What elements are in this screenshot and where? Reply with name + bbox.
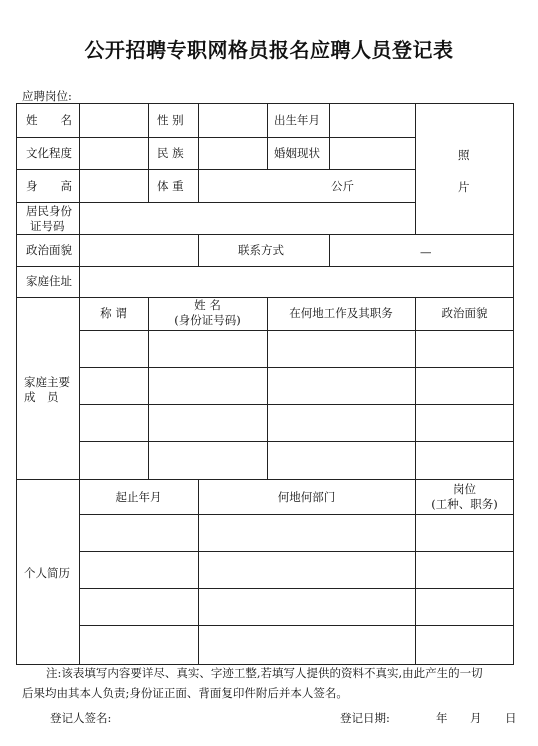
family-col-id: (身份证号码)	[174, 313, 241, 327]
marital-label: 婚姻现状	[274, 146, 320, 160]
family-section-label-line2: 成 员	[24, 390, 59, 404]
resume-col-place: 何地何部门	[277, 490, 336, 504]
resume-col-period: 起止年月	[115, 490, 162, 504]
signature-label: 登记人签名:	[50, 711, 112, 725]
registration-table	[16, 103, 514, 665]
row-line	[79, 367, 514, 368]
row-line	[16, 169, 415, 170]
political-label: 政治面貌	[26, 243, 72, 257]
contact-value: —	[420, 245, 432, 259]
photo-label-bottom: 片	[458, 180, 470, 194]
id-label-line2: 证号码	[30, 219, 65, 233]
weight-label: 体 重	[157, 179, 184, 193]
id-label-line1: 居民身份	[26, 204, 72, 218]
height-label: 身 高	[26, 179, 72, 193]
name-label: 姓 名	[26, 113, 72, 127]
photo-label-top: 照	[458, 148, 470, 162]
row-line	[79, 404, 514, 405]
row-line	[79, 514, 514, 515]
family-section-label-line1: 家庭主要	[24, 375, 70, 389]
col-line	[198, 479, 199, 665]
address-label: 家庭住址	[26, 274, 72, 288]
date-month: 月	[470, 711, 482, 725]
col-line	[79, 297, 80, 479]
row-line	[16, 137, 415, 138]
note-line1: 注:该表填写内容要详尽、真实、字迹工整,若填写人提供的资料不真实,由此产生的一切	[46, 666, 483, 680]
family-col-relation: 称 谓	[100, 306, 127, 320]
note-line2: 后果均由其本人负责;身份证正面、背面复印件附后并本人签名。	[22, 686, 348, 700]
col-line	[148, 103, 149, 202]
form-note	[22, 663, 522, 703]
date-label: 登记日期:	[340, 711, 390, 725]
col-line	[267, 103, 268, 170]
col-line	[329, 103, 330, 170]
contact-label: 联系方式	[238, 243, 284, 257]
col-line	[415, 297, 416, 479]
resume-section-label: 个人简历	[24, 566, 70, 580]
birth-label: 出生年月	[274, 113, 320, 127]
row-line	[16, 202, 415, 203]
date-year: 年	[436, 711, 448, 725]
date-day: 日	[505, 711, 517, 725]
col-line	[267, 297, 268, 479]
weight-unit: 公斤	[331, 179, 354, 193]
form-title: 公开招聘专职网格员报名应聘人员登记表	[84, 38, 454, 62]
resume-col-post: 岗位	[453, 482, 476, 496]
family-col-political: 政治面貌	[441, 306, 488, 320]
row-line	[16, 234, 514, 235]
gender-label: 性 别	[157, 113, 184, 127]
education-label: 文化程度	[26, 146, 72, 160]
row-line	[16, 266, 514, 267]
family-col-work: 在何地工作及其职务	[289, 306, 393, 320]
row-line	[79, 330, 514, 331]
col-line	[198, 103, 199, 202]
row-line	[79, 441, 514, 442]
row-line	[79, 551, 514, 552]
resume-col-post-detail: (工种、职务)	[431, 497, 498, 511]
row-line	[79, 588, 514, 589]
row-line	[79, 625, 514, 626]
position-label: 应聘岗位:	[22, 89, 72, 103]
family-col-name: 姓 名	[194, 298, 221, 312]
col-line	[415, 103, 416, 234]
col-line	[79, 479, 80, 665]
row-line	[16, 479, 514, 480]
col-line	[329, 234, 330, 266]
ethnicity-label: 民 族	[157, 146, 184, 160]
col-line	[79, 266, 80, 297]
col-line	[198, 234, 199, 266]
col-line	[79, 234, 80, 266]
col-line	[79, 103, 80, 234]
